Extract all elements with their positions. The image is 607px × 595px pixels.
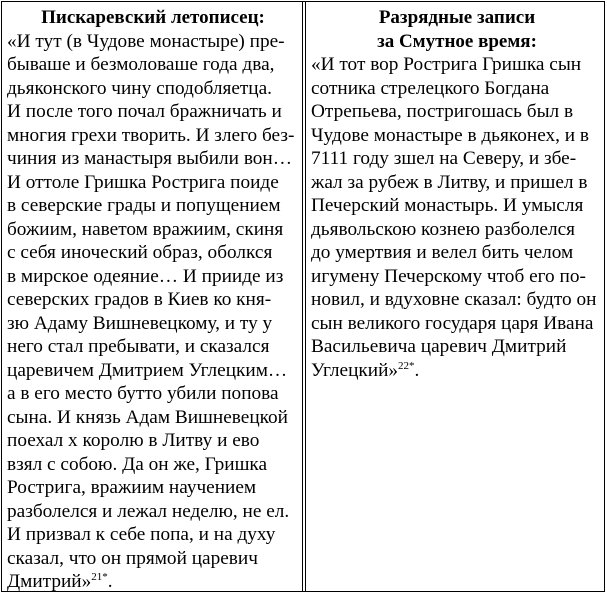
- left-text-line: «И тут (в Чудове монастыре) пре-: [7, 30, 285, 52]
- right-column: [311, 6, 603, 382]
- footnote-marker-22[interactable]: 22*: [398, 359, 415, 372]
- right-text-line: игумену Печерскому чтоб его по-: [311, 265, 586, 287]
- left-text-line: дьяконского чину сподобляетца.: [7, 77, 273, 99]
- right-text-line: Печерский монастырь. И умысля: [311, 195, 584, 216]
- right-last-text: Углецкий»: [311, 359, 399, 381]
- left-text-line: зю Адаму Вишневецкому, и ту у: [7, 312, 273, 334]
- left-text-line: северских градов в Киев ко кня-: [7, 289, 272, 310]
- left-text-line: разболелся и лежал неделю, не ел.: [7, 500, 290, 522]
- left-text-line: поехал х королю в Литву и ево: [7, 430, 260, 451]
- left-text-line: божиим, наветом вражиим, скиня: [7, 218, 284, 240]
- left-text-line: с себя иноческий образ, оболкся: [7, 242, 273, 263]
- left-text-line: в северские грады и попущением: [7, 195, 281, 216]
- comparison-table: [1, 1, 605, 592]
- right-text-line: до умертвия и велел бить челом: [311, 242, 574, 263]
- left-text-line: бываше и безмоловаше года два,: [7, 54, 275, 75]
- right-text-line: новил, и вдуховне сказал: будто он: [311, 289, 597, 310]
- left-text-line: взял с собою. Да он же, Гришка: [7, 453, 268, 475]
- right-text-line: Чудове монастыре в дьяконех, и в: [311, 124, 590, 146]
- left-column-header: Пискаревский летописец:: [41, 7, 265, 28]
- left-text-line: него стал пребывати, и сказался: [7, 336, 270, 357]
- left-text-line: И оттоле Гришка Ростригa поиде: [7, 171, 279, 193]
- left-column: [7, 6, 299, 594]
- right-last-line: [311, 359, 603, 383]
- right-column-header-line2: за Смутное время:: [377, 30, 537, 52]
- right-text-line: Васильевича царевич Дмитрий: [311, 336, 567, 357]
- left-text-line: многия грехи творить. И злего без-: [7, 124, 295, 146]
- left-text-line: И после того почал бражничать и: [7, 101, 282, 122]
- right-text-line: 7111 году зшел на Северу, и збе-: [311, 148, 577, 169]
- left-end-mark: .: [107, 571, 113, 592]
- right-text-line: «И тот вор Рострига Гришка сын: [311, 54, 582, 75]
- column-divider: [302, 2, 303, 591]
- left-text-line: И призвал к себе попа, и на духу: [7, 524, 276, 545]
- right-column-header-line1: Разрядные записи: [378, 7, 536, 28]
- right-text-line: дьявольскою козне​ю разболелся: [311, 218, 576, 240]
- left-text-line: а в его место бутто убили попова: [7, 383, 279, 404]
- left-text-line: царевичем Дмитрием Углецким…: [7, 359, 288, 381]
- left-text-line: в мирское одеяние… И прииде из: [7, 265, 284, 287]
- right-text-line: Отрепьева, постригошась был в: [311, 101, 574, 122]
- right-text-line: сын великого государя царя Ивана: [311, 312, 594, 334]
- right-text-line: сотника стрелецкого Богдана: [311, 77, 550, 99]
- footnote-marker-21[interactable]: 21*: [91, 571, 108, 583]
- right-text-line: жал за рубеж в Литву, и пришел в: [311, 171, 588, 193]
- left-text-line: Рострига, вражиим научением: [7, 477, 257, 498]
- left-text-line: сказал, что он прямой царевич: [7, 547, 258, 569]
- left-text-line: сына. И князь Адам Вишневецкой: [7, 406, 288, 428]
- column-divider-inner: [305, 2, 306, 591]
- left-last-line: [7, 570, 299, 594]
- left-last-text: Дмитрий»: [7, 571, 92, 592]
- right-end-mark: .: [414, 359, 420, 381]
- left-text-line: чиния из манастыря выбили вон…: [7, 148, 293, 169]
